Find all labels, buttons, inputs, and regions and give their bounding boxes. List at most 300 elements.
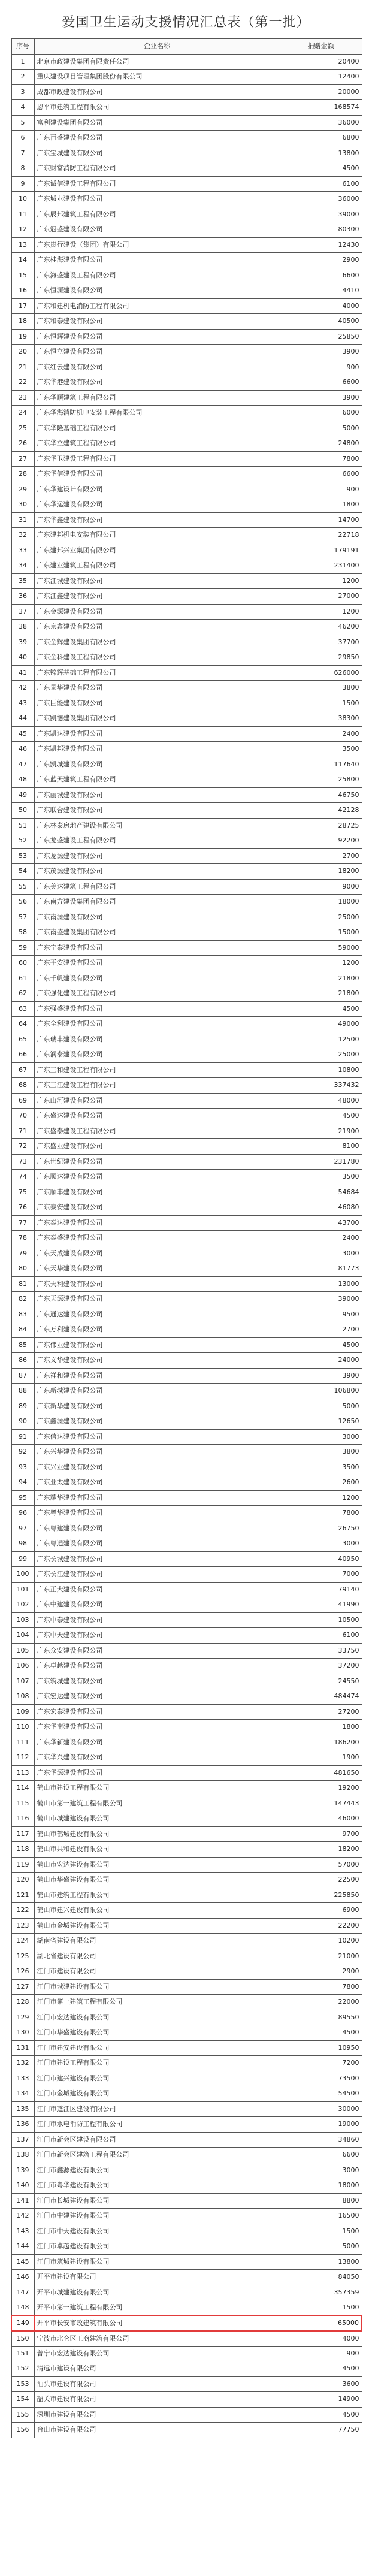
serial-cell: 127 [11,1979,34,1995]
amount-cell: 33750 [280,1643,362,1659]
serial-cell: 151 [11,2346,34,2361]
company-cell: 广东华立建筑工程有限公司 [34,436,280,452]
amount-cell: 25000 [280,910,362,925]
amount-cell: 2400 [280,1231,362,1246]
serial-cell: 6 [11,131,34,146]
table-row [11,2071,362,2086]
table-row [11,1918,362,1934]
company-cell: 广东伟业建设有限公司 [34,1337,280,1353]
company-cell: 广东建业建筑工程有限公司 [34,558,280,574]
company-cell: 广东城业建设有限公司 [34,192,280,207]
amount-cell: 186200 [280,1735,362,1750]
table-row [11,1261,362,1277]
amount-cell: 8100 [280,1139,362,1155]
table-row [11,1811,362,1827]
table-row [11,70,362,85]
table-row [11,1292,362,1307]
table-row [11,329,362,345]
table-row [11,711,362,727]
table-row [11,742,362,757]
serial-cell: 97 [11,1521,34,1536]
company-cell: 广东江城建设有限公司 [34,573,280,589]
table-row [11,451,362,467]
company-cell: 广东粤通建设有限公司 [34,1536,280,1552]
serial-cell: 12 [11,222,34,238]
table-row [11,314,362,330]
company-cell: 广东泰安建设有限公司 [34,1200,280,1216]
table-row [11,1979,362,1995]
company-cell: 广东财富消防工程有限公司 [34,161,280,177]
serial-cell: 70 [11,1109,34,1124]
table-row [11,1873,362,1888]
amount-cell: 54500 [280,2086,362,2102]
amount-cell: 77750 [280,2423,362,2438]
amount-cell: 4500 [280,1337,362,1353]
serial-cell: 104 [11,1628,34,1644]
serial-cell: 31 [11,512,34,528]
table-row [11,1506,362,1521]
amount-cell: 2600 [280,1475,362,1491]
amount-cell: 65000 [280,2315,362,2331]
serial-cell: 96 [11,1506,34,1521]
company-cell: 广东泰达建设有限公司 [34,1215,280,1231]
serial-cell: 84 [11,1322,34,1338]
serial-cell: 112 [11,1750,34,1766]
amount-cell: 2700 [280,1322,362,1338]
company-cell: 广东信达建设有限公司 [34,1429,280,1445]
amount-cell: 25800 [280,772,362,788]
table-row [11,1093,362,1109]
company-cell: 鹤山市华盛建设有限公司 [34,1873,280,1888]
serial-cell: 113 [11,1765,34,1781]
serial-cell: 15 [11,268,34,283]
amount-cell: 231780 [280,1154,362,1170]
table-row [11,1124,362,1139]
amount-cell: 19000 [280,2117,362,2133]
serial-cell: 139 [11,2163,34,2178]
amount-cell: 39000 [280,1292,362,1307]
table-row [11,84,362,100]
company-cell: 广东恒立建设有限公司 [34,345,280,360]
serial-cell: 109 [11,1704,34,1720]
company-cell: 广东天利建设有限公司 [34,1276,280,1292]
amount-cell: 81773 [280,1261,362,1277]
serial-cell: 144 [11,2239,34,2255]
table-row [11,467,362,482]
company-cell: 广东正大建设有限公司 [34,1582,280,1597]
amount-cell: 4500 [280,1109,362,1124]
table-row [11,1384,362,1399]
company-cell: 广东红云建设有限公司 [34,360,280,375]
company-cell: 广东顺达建设有限公司 [34,1170,280,1185]
amount-cell: 3000 [280,1246,362,1261]
table-row [11,131,362,146]
serial-cell: 43 [11,696,34,711]
amount-cell: 1900 [280,1750,362,1766]
company-cell: 清远市建设有限公司 [34,2361,280,2377]
serial-cell: 72 [11,1139,34,1155]
amount-cell: 3500 [280,742,362,757]
table-row [11,1643,362,1659]
company-cell: 鹤山市共和建设有限公司 [34,1842,280,1858]
company-cell: 广东江鑫建设有限公司 [34,589,280,605]
amount-cell: 6800 [280,131,362,146]
company-cell: 广东金科建设工程有限公司 [34,650,280,666]
serial-cell: 92 [11,1445,34,1460]
company-cell: 广东诚信建设工程有限公司 [34,176,280,192]
company-cell: 江门市粤华建设有限公司 [34,2178,280,2194]
company-cell: 广东中泰建设有限公司 [34,1612,280,1628]
company-cell: 江门市建设有限公司 [34,1964,280,1980]
table-row [11,2101,362,2117]
company-cell: 江门市长城建设有限公司 [34,2193,280,2209]
company-cell: 江门市宏达建设有限公司 [34,2010,280,2025]
table-row [11,1475,362,1491]
serial-cell: 110 [11,1720,34,1735]
header-serial: 序号 [11,39,34,55]
table-row [11,1842,362,1858]
serial-cell: 133 [11,2071,34,2086]
serial-cell: 41 [11,665,34,681]
amount-cell: 21800 [280,986,362,1002]
amount-cell: 12430 [280,237,362,253]
amount-cell: 4500 [280,1001,362,1017]
table-row [11,360,362,375]
serial-cell: 4 [11,100,34,116]
amount-cell: 21000 [280,1949,362,1964]
table-row [11,100,362,116]
serial-cell: 55 [11,879,34,895]
table-row [11,54,362,70]
table-row [11,1628,362,1644]
serial-cell: 7 [11,146,34,161]
amount-cell: 5000 [280,421,362,436]
serial-cell: 61 [11,971,34,986]
amount-cell: 54684 [280,1185,362,1200]
company-cell: 广东卓越建设有限公司 [34,1659,280,1674]
amount-cell: 19200 [280,1781,362,1796]
company-cell: 江门市卓越建设有限公司 [34,2239,280,2255]
serial-cell: 152 [11,2361,34,2377]
serial-cell: 54 [11,864,34,880]
company-cell: 广东兴业建设有限公司 [34,1460,280,1475]
table-row [11,1246,362,1261]
serial-cell: 9 [11,176,34,192]
serial-cell: 33 [11,543,34,558]
amount-cell: 27200 [280,1704,362,1720]
company-cell: 韶关市建设有限公司 [34,2392,280,2408]
serial-cell: 34 [11,558,34,574]
serial-cell: 149 [11,2315,34,2331]
table-row [11,681,362,696]
company-cell: 广东龙源建设有限公司 [34,848,280,864]
company-cell: 江门市建安建设有限公司 [34,2040,280,2056]
amount-cell: 41990 [280,1597,362,1613]
amount-cell: 42128 [280,803,362,819]
table-row [11,115,362,131]
company-cell: 汕头市建设有限公司 [34,2376,280,2392]
serial-cell: 66 [11,1047,34,1063]
table-row [11,2025,362,2041]
company-cell: 广东天源建设有限公司 [34,1292,280,1307]
serial-cell: 134 [11,2086,34,2102]
company-cell: 广东贵行建设（集团）有限公司 [34,237,280,253]
amount-cell: 1200 [280,573,362,589]
amount-cell: 3500 [280,1460,362,1475]
company-cell: 开平市长安市政建筑有限公司 [34,2315,280,2331]
serial-cell: 124 [11,1934,34,1949]
serial-cell: 155 [11,2407,34,2423]
serial-cell: 115 [11,1796,34,1811]
amount-cell: 22000 [280,1995,362,2010]
company-cell: 重庆建设项目管理集团股份有限公司 [34,70,280,85]
serial-cell: 141 [11,2193,34,2209]
table-row [11,298,362,314]
serial-cell: 42 [11,681,34,696]
amount-cell: 1200 [280,604,362,620]
serial-cell: 57 [11,910,34,925]
serial-cell: 147 [11,2285,34,2300]
amount-cell: 6100 [280,1628,362,1644]
table-row [11,2010,362,2025]
table-row [11,1750,362,1766]
serial-cell: 59 [11,940,34,956]
serial-cell: 14 [11,253,34,268]
serial-cell: 90 [11,1414,34,1430]
company-cell: 广东中天建设有限公司 [34,1628,280,1644]
company-cell: 广东祥和建设有限公司 [34,1368,280,1384]
table-row [11,543,362,558]
serial-cell: 23 [11,390,34,406]
amount-cell: 3500 [280,1170,362,1185]
serial-cell: 24 [11,406,34,421]
amount-cell: 3800 [280,1445,362,1460]
table-row [11,1689,362,1705]
table-row [11,2331,362,2347]
amount-cell: 10200 [280,1934,362,1949]
serial-cell: 148 [11,2300,34,2316]
company-cell: 广东华建设计有限公司 [34,482,280,497]
amount-cell: 46200 [280,620,362,635]
company-cell: 江门市华盛建设有限公司 [34,2025,280,2041]
company-cell: 广东丽城建设有限公司 [34,787,280,803]
amount-cell: 8800 [280,2193,362,2209]
company-cell: 广东粤建建设有限公司 [34,1521,280,1536]
company-cell: 广东南盛建设集团有限公司 [34,925,280,941]
amount-cell: 10800 [280,1062,362,1078]
company-cell: 广东凯达建设有限公司 [34,726,280,742]
table-row [11,1353,362,1369]
serial-cell: 87 [11,1368,34,1384]
amount-cell: 147443 [280,1796,362,1811]
company-cell: 广东三和建设工程有限公司 [34,1062,280,1078]
table-row [11,1322,362,1338]
company-cell: 广东金源建设有限公司 [34,604,280,620]
amount-cell: 7000 [280,1567,362,1583]
table-row [11,620,362,635]
amount-cell: 1800 [280,1720,362,1735]
amount-cell: 6600 [280,2148,362,2163]
amount-cell: 14700 [280,512,362,528]
table-row [11,192,362,207]
table-row [11,1399,362,1414]
table-row [11,1674,362,1689]
company-cell: 广东通达建设有限公司 [34,1307,280,1322]
amount-cell: 5000 [280,2239,362,2255]
amount-cell: 3600 [280,2376,362,2392]
table-row [11,2148,362,2163]
amount-cell: 92200 [280,833,362,849]
table-row [11,268,362,283]
table-row [11,1414,362,1430]
table-row [11,1903,362,1919]
amount-cell: 18200 [280,1842,362,1858]
amount-cell: 12500 [280,1032,362,1047]
amount-cell: 3000 [280,1536,362,1552]
amount-cell: 4500 [280,161,362,177]
serial-cell: 136 [11,2117,34,2133]
serial-cell: 36 [11,589,34,605]
serial-cell: 130 [11,2025,34,2041]
page-title: 爱国卫生运动支援情况汇总表（第一批） [62,15,310,30]
serial-cell: 106 [11,1659,34,1674]
table-row [11,146,362,161]
serial-cell: 120 [11,1873,34,1888]
amount-cell: 13800 [280,146,362,161]
company-cell: 广东凯城建设有限公司 [34,757,280,772]
serial-cell: 2 [11,70,34,85]
table-row [11,2209,362,2224]
company-cell: 湖南省建设有限公司 [34,1934,280,1949]
serial-cell: 17 [11,298,34,314]
amount-cell: 10500 [280,1612,362,1628]
table-row [11,207,362,222]
table-row [11,879,362,895]
company-cell: 广东和泰建设有限公司 [34,314,280,330]
serial-cell: 118 [11,1842,34,1858]
amount-cell: 46000 [280,1811,362,1827]
table-row [11,726,362,742]
amount-cell: 2400 [280,726,362,742]
company-cell: 广东宏泰建设有限公司 [34,1704,280,1720]
serial-cell: 89 [11,1399,34,1414]
amount-cell: 357359 [280,2285,362,2300]
company-cell: 江门市中建建设有限公司 [34,2209,280,2224]
company-cell: 鹤山市鹤城建设有限公司 [34,1826,280,1842]
table-row [11,1337,362,1353]
amount-cell: 12400 [280,70,362,85]
table-row [11,2407,362,2423]
company-cell: 开平市城建建设有限公司 [34,2285,280,2300]
serial-cell: 11 [11,207,34,222]
company-cell: 江门市新会区建设有限公司 [34,2132,280,2148]
serial-cell: 95 [11,1490,34,1506]
amount-cell: 40500 [280,314,362,330]
company-cell: 广东宏达建设有限公司 [34,1689,280,1705]
amount-cell: 46080 [280,1200,362,1216]
amount-cell: 2900 [280,1964,362,1980]
serial-cell: 25 [11,421,34,436]
amount-cell: 80300 [280,222,362,238]
amount-cell: 4410 [280,283,362,299]
serial-cell: 30 [11,497,34,513]
amount-cell: 37200 [280,1659,362,1674]
company-cell: 鹤山市建筑工程有限公司 [34,1888,280,1903]
amount-cell: 36000 [280,192,362,207]
company-cell: 广东美达建筑工程有限公司 [34,879,280,895]
serial-cell: 48 [11,772,34,788]
amount-cell: 43700 [280,1215,362,1231]
serial-cell: 121 [11,1888,34,1903]
company-cell: 宁波市北仑区工商建筑有限公司 [34,2331,280,2347]
amount-cell: 3800 [280,681,362,696]
company-cell: 广东盛达建设有限公司 [34,1109,280,1124]
amount-cell: 34860 [280,2132,362,2148]
company-cell: 江门市建兴建设有限公司 [34,2071,280,2086]
company-cell: 广东长江建设有限公司 [34,1567,280,1583]
company-cell: 广东鑫源建设有限公司 [34,1414,280,1430]
company-cell: 广东世纪建设有限公司 [34,1154,280,1170]
amount-cell: 12650 [280,1414,362,1430]
serial-cell: 39 [11,635,34,650]
serial-cell: 128 [11,1995,34,2010]
amount-cell: 38300 [280,711,362,727]
serial-cell: 64 [11,1017,34,1032]
serial-cell: 16 [11,283,34,299]
serial-cell: 44 [11,711,34,727]
amount-cell: 48000 [280,1093,362,1109]
company-cell: 广东华新建设有限公司 [34,1735,280,1750]
company-cell: 广东耀华建设有限公司 [34,1490,280,1506]
amount-cell: 46750 [280,787,362,803]
table-row [11,1170,362,1185]
serial-cell: 83 [11,1307,34,1322]
amount-cell: 9700 [280,1826,362,1842]
company-cell: 广东海盛建设工程有限公司 [34,268,280,283]
company-cell: 广东南方建设集团有限公司 [34,895,280,910]
company-cell: 广东恒源建设有限公司 [34,283,280,299]
serial-cell: 137 [11,2132,34,2148]
serial-cell: 77 [11,1215,34,1231]
table-row [11,2361,362,2377]
table-row [11,1521,362,1536]
amount-cell: 13000 [280,1276,362,1292]
company-cell: 广东蓝天建筑工程有限公司 [34,772,280,788]
table-row [11,1276,362,1292]
table-row [11,1109,362,1124]
company-cell: 广东茂源建设有限公司 [34,864,280,880]
amount-cell: 1200 [280,956,362,971]
amount-cell: 84050 [280,2270,362,2285]
company-cell: 富利建设集团有限公司 [34,115,280,131]
table-row [11,1445,362,1460]
serial-cell: 46 [11,742,34,757]
table-row [11,176,362,192]
amount-cell: 1500 [280,2224,362,2239]
amount-cell: 1500 [280,2300,362,2316]
table-row [11,1964,362,1980]
amount-cell: 49000 [280,1017,362,1032]
amount-cell: 106800 [280,1384,362,1399]
table-row [11,925,362,941]
amount-cell: 225850 [280,1888,362,1903]
table-row [11,1231,362,1246]
amount-cell: 16500 [280,2209,362,2224]
serial-cell: 156 [11,2423,34,2438]
serial-cell: 122 [11,1903,34,1919]
table-row [11,2040,362,2056]
company-cell: 广东山河建设有限公司 [34,1093,280,1109]
